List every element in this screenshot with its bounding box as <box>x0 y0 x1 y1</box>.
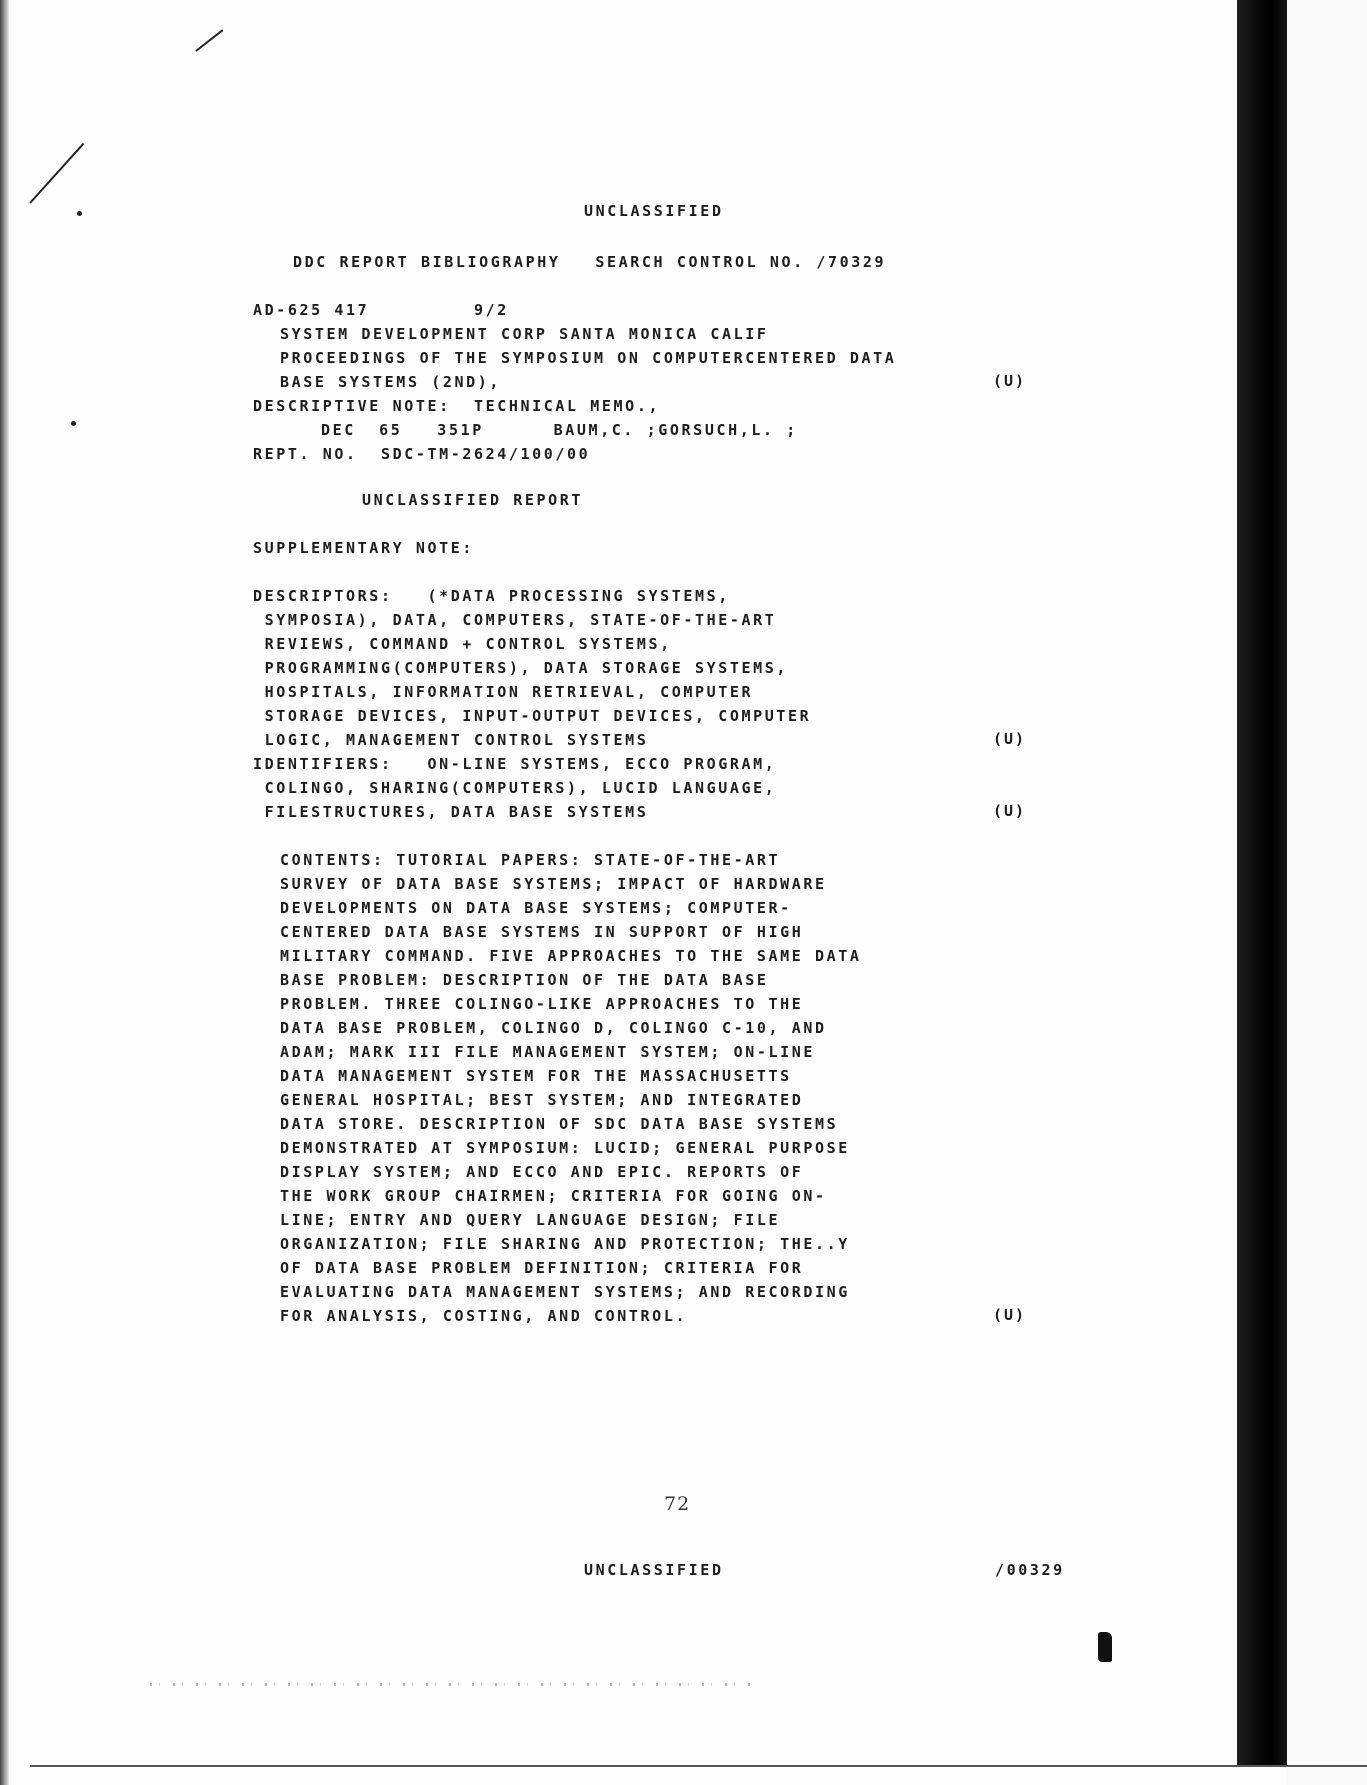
contents-line: DEMONSTRATED AT SYMPOSIUM: LUCID; GENERAL PURPOSE <box>280 1139 850 1157</box>
contents-line: ORGANIZATION; FILE SHARING AND PROTECTION; THE..Y <box>280 1235 850 1253</box>
accession-line: AD-625 417 9/2 <box>253 301 509 319</box>
descriptors-line: SYMPOSIA), DATA, COMPUTERS, STATE-OF-THE-ART <box>253 611 777 629</box>
contents-line: THE WORK GROUP CHAIRMEN; CRITERIA FOR GOING ON- <box>280 1187 827 1205</box>
document-title-line-2: BASE SYSTEMS (2ND), <box>280 373 501 391</box>
descriptors-line: LOGIC, MANAGEMENT CONTROL SYSTEMS <box>253 731 649 749</box>
control-number-footer: /00329 <box>995 1561 1065 1579</box>
pen-mark-stroke <box>29 143 84 204</box>
report-number: REPT. NO. SDC-TM-2624/100/00 <box>253 445 591 463</box>
contents-line: DATA STORE. DESCRIPTION OF SDC DATA BASE SYSTEMS <box>280 1115 839 1133</box>
scan-ink-smudge <box>1098 1632 1112 1662</box>
contents-line: EVALUATING DATA MANAGEMENT SYSTEMS; AND RECORDING <box>280 1283 850 1301</box>
source-line: SYSTEM DEVELOPMENT CORP SANTA MONICA CALIF <box>280 325 769 343</box>
descriptors-line: STORAGE DEVICES, INPUT-OUTPUT DEVICES, COMPUTER <box>253 707 812 725</box>
page-number: 72 <box>664 1493 691 1515</box>
scan-right-margin <box>1287 0 1367 1785</box>
contents-line: DISPLAY SYSTEM; AND ECCO AND EPIC. REPORTS OF <box>280 1163 804 1181</box>
scan-bottom-noise <box>150 1683 750 1686</box>
contents-line: MILITARY COMMAND. FIVE APPROACHES TO THE SAME DATA <box>280 947 862 965</box>
bibliography-title-line: DDC REPORT BIBLIOGRAPHY SEARCH CONTROL NO. /70329 <box>293 253 887 271</box>
descriptors-line: DESCRIPTORS: (*DATA PROCESSING SYSTEMS, <box>253 587 730 605</box>
descriptors-line: REVIEWS, COMMAND + CONTROL SYSTEMS, <box>253 635 672 653</box>
supplementary-note: SUPPLEMENTARY NOTE: <box>253 539 474 557</box>
contents-line: OF DATA BASE PROBLEM DEFINITION; CRITERIA FOR <box>280 1259 804 1277</box>
contents-line: CONTENTS: TUTORIAL PAPERS: STATE-OF-THE-ART <box>280 851 781 869</box>
classification-top: UNCLASSIFIED <box>584 202 724 220</box>
identifiers-line: COLINGO, SHARING(COMPUTERS), LUCID LANGUAGE, <box>253 779 777 797</box>
contents-line: DATA MANAGEMENT SYSTEM FOR THE MASSACHUSETTS <box>280 1067 792 1085</box>
report-classification: UNCLASSIFIED REPORT <box>362 491 583 509</box>
contents-line: PROBLEM. THREE COLINGO-LIKE APPROACHES TO THE <box>280 995 804 1013</box>
document-title-line-1: PROCEEDINGS OF THE SYMPOSIUM ON COMPUTERCENTERED DATA <box>280 349 897 367</box>
contents-line: CENTERED DATA BASE SYSTEMS IN SUPPORT OF HIGH <box>280 923 804 941</box>
scan-right-black-bar <box>1237 0 1287 1765</box>
date-pages-authors-line: DEC 65 351P BAUM,C. ;GORSUCH,L. ; <box>321 421 798 439</box>
classification-mark-descriptors: (U) <box>993 730 1027 748</box>
descriptors-line: HOSPITALS, INFORMATION RETRIEVAL, COMPUTER <box>253 683 754 701</box>
contents-line: ADAM; MARK III FILE MANAGEMENT SYSTEM; ON-LINE <box>280 1043 816 1061</box>
pen-mark-stroke <box>195 29 223 52</box>
scan-speck <box>71 421 76 426</box>
contents-line: SURVEY OF DATA BASE SYSTEMS; IMPACT OF HARDWARE <box>280 875 827 893</box>
descriptors-line: PROGRAMMING(COMPUTERS), DATA STORAGE SYSTEMS, <box>253 659 789 677</box>
contents-line: DEVELOPMENTS ON DATA BASE SYSTEMS; COMPUTER- <box>280 899 792 917</box>
contents-line: LINE; ENTRY AND QUERY LANGUAGE DESIGN; FILE <box>280 1211 781 1229</box>
identifiers-line: IDENTIFIERS: ON-LINE SYSTEMS, ECCO PROGRAM, <box>253 755 777 773</box>
scan-bottom-edge-line <box>30 1765 1367 1767</box>
contents-line: DATA BASE PROBLEM, COLINGO D, COLINGO C-10, AND <box>280 1019 827 1037</box>
contents-line: FOR ANALYSIS, COSTING, AND CONTROL. <box>280 1307 688 1325</box>
contents-line: BASE PROBLEM: DESCRIPTION OF THE DATA BASE <box>280 971 769 989</box>
descriptive-note: DESCRIPTIVE NOTE: TECHNICAL MEMO., <box>253 397 661 415</box>
contents-line: GENERAL HOSPITAL; BEST SYSTEM; AND INTEGRATED <box>280 1091 804 1109</box>
classification-mark-identifiers: (U) <box>993 802 1027 820</box>
scan-left-edge-shadow <box>0 0 9 1785</box>
classification-bottom: UNCLASSIFIED <box>584 1561 724 1579</box>
scan-speck <box>77 211 82 216</box>
identifiers-line: FILESTRUCTURES, DATA BASE SYSTEMS <box>253 803 649 821</box>
classification-mark-contents: (U) <box>993 1306 1027 1324</box>
classification-mark-title: (U) <box>993 372 1027 390</box>
